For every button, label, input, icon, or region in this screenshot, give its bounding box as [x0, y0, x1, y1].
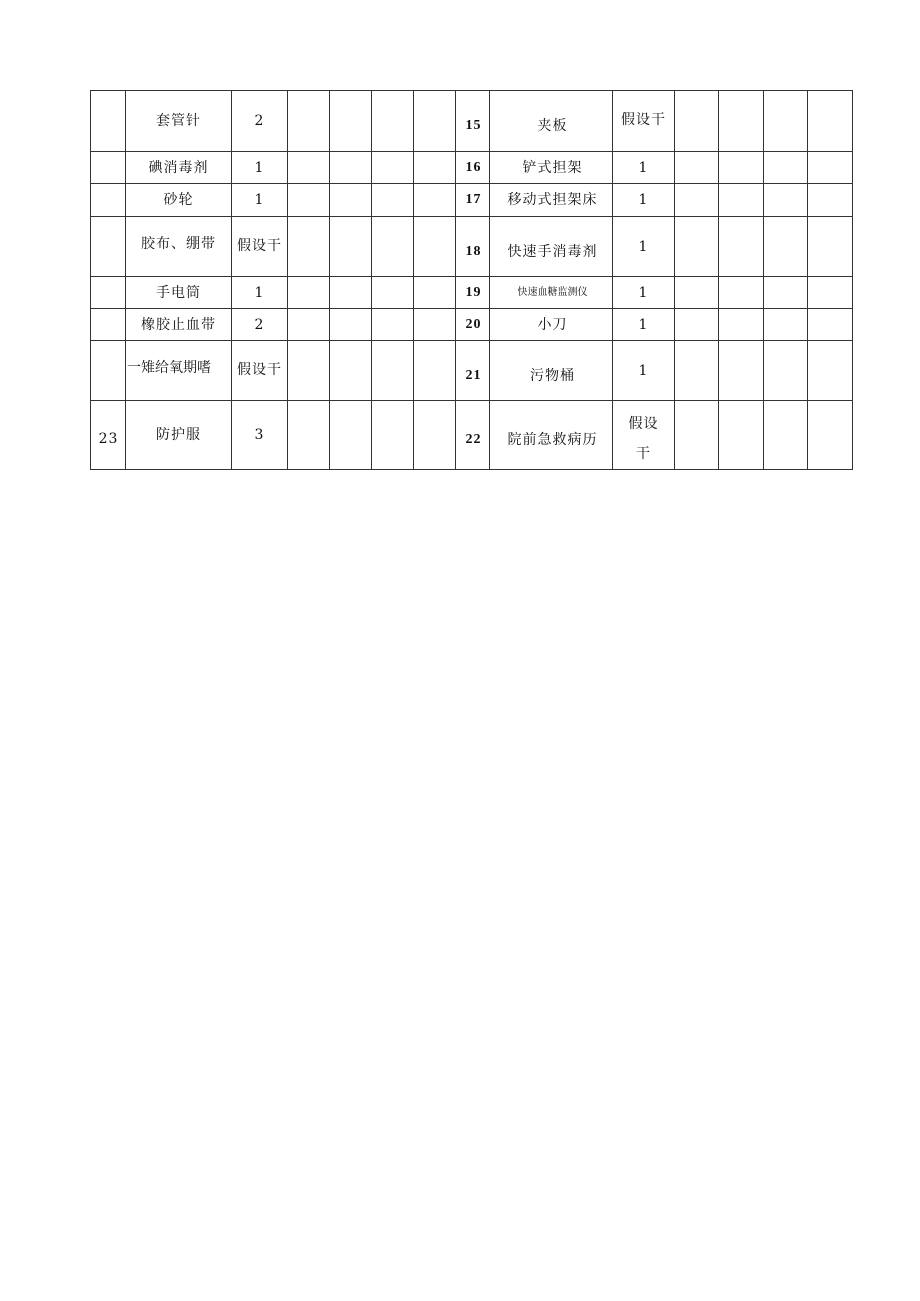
right-item-name: 快速手消毒剂: [490, 217, 613, 277]
right-item-quantity: 1: [613, 277, 675, 309]
right-item-name: 移动式担架床: [490, 184, 613, 217]
left-item-name: 橡胶止血带: [126, 309, 232, 341]
empty-cell: [808, 341, 853, 401]
right-item-quantity: 1: [613, 341, 675, 401]
empty-cell: [675, 401, 719, 470]
right-item-name: 快速血糖监测仪: [490, 277, 613, 309]
left-item-number: [91, 217, 126, 277]
empty-cell: [764, 341, 808, 401]
empty-cell: [372, 401, 414, 470]
empty-cell: [288, 152, 330, 184]
empty-cell: [764, 217, 808, 277]
empty-cell: [330, 309, 372, 341]
empty-cell: [414, 401, 456, 470]
right-item-quantity: 假设干: [613, 91, 675, 152]
left-item-quantity: 假设干: [232, 217, 288, 277]
table-row: [91, 401, 853, 470]
right-item-name: 污物桶: [490, 341, 613, 401]
right-item-number: 19: [456, 277, 490, 309]
empty-cell: [719, 309, 764, 341]
empty-cell: [372, 91, 414, 152]
left-item-name: 手电筒: [126, 277, 232, 309]
empty-cell: [764, 184, 808, 217]
left-item-name: 一雉给氧期嗜: [126, 341, 232, 401]
empty-cell: [808, 152, 853, 184]
left-item-number: [91, 309, 126, 341]
left-item-name: 砂轮: [126, 184, 232, 217]
left-item-number: [91, 91, 126, 152]
empty-cell: [675, 277, 719, 309]
empty-cell: [288, 309, 330, 341]
empty-cell: [719, 277, 764, 309]
right-item-number: 22: [456, 401, 490, 470]
table-row: [91, 309, 853, 341]
empty-cell: [675, 152, 719, 184]
empty-cell: [808, 309, 853, 341]
empty-cell: [414, 217, 456, 277]
right-item-number: 15: [456, 91, 490, 152]
empty-cell: [330, 401, 372, 470]
empty-cell: [330, 184, 372, 217]
empty-cell: [808, 91, 853, 152]
empty-cell: [288, 277, 330, 309]
empty-cell: [808, 184, 853, 217]
empty-cell: [719, 91, 764, 152]
empty-cell: [808, 217, 853, 277]
left-item-number: [91, 184, 126, 217]
left-item-number: [91, 277, 126, 309]
empty-cell: [330, 277, 372, 309]
empty-cell: [719, 401, 764, 470]
right-item-number: 18: [456, 217, 490, 277]
left-item-number: 23: [91, 401, 126, 470]
left-item-number: [91, 152, 126, 184]
right-item-quantity: 1: [613, 152, 675, 184]
left-item-quantity: 3: [232, 401, 288, 470]
right-item-name: 铲式担架: [490, 152, 613, 184]
empty-cell: [764, 401, 808, 470]
empty-cell: [414, 184, 456, 217]
table-row: [91, 341, 853, 401]
empty-cell: [764, 309, 808, 341]
left-item-name: 套管针: [126, 91, 232, 152]
quantity-line-2: 干: [636, 446, 651, 462]
left-item-quantity: 假设干: [232, 341, 288, 401]
empty-cell: [330, 341, 372, 401]
left-item-name: 胶布、绷带: [126, 217, 232, 277]
empty-cell: [808, 401, 853, 470]
left-item-quantity: 2: [232, 309, 288, 341]
empty-cell: [372, 341, 414, 401]
right-item-name: 夹板: [490, 91, 613, 152]
table-row: [91, 217, 853, 277]
empty-cell: [330, 217, 372, 277]
right-item-quantity: 1: [613, 184, 675, 217]
left-item-quantity: 1: [232, 152, 288, 184]
empty-cell: [372, 277, 414, 309]
right-item-number: 21: [456, 341, 490, 401]
right-item-quantity: 1: [613, 217, 675, 277]
empty-cell: [414, 341, 456, 401]
empty-cell: [675, 217, 719, 277]
empty-cell: [675, 91, 719, 152]
right-item-quantity: [613, 401, 675, 470]
table-row: [91, 152, 853, 184]
empty-cell: [719, 184, 764, 217]
empty-cell: [372, 217, 414, 277]
empty-cell: [414, 309, 456, 341]
empty-cell: [288, 184, 330, 217]
left-item-quantity: 2: [232, 91, 288, 152]
empty-cell: [288, 91, 330, 152]
empty-cell: [764, 91, 808, 152]
right-item-number: 16: [456, 152, 490, 184]
right-item-number: 17: [456, 184, 490, 217]
empty-cell: [330, 91, 372, 152]
left-item-quantity: 1: [232, 277, 288, 309]
left-item-name: 防护服: [126, 401, 232, 470]
empty-cell: [675, 309, 719, 341]
empty-cell: [330, 152, 372, 184]
empty-cell: [764, 152, 808, 184]
left-item-name: 碘消毒剂: [126, 152, 232, 184]
empty-cell: [719, 217, 764, 277]
empty-cell: [288, 217, 330, 277]
empty-cell: [719, 341, 764, 401]
empty-cell: [675, 341, 719, 401]
table-row: [91, 277, 853, 309]
empty-cell: [675, 184, 719, 217]
empty-cell: [414, 91, 456, 152]
right-item-quantity: 1: [613, 309, 675, 341]
right-item-number: 20: [456, 309, 490, 341]
right-item-name: 院前急救病历: [490, 401, 613, 470]
quantity-line-1: 假设: [628, 416, 659, 432]
empty-cell: [372, 152, 414, 184]
empty-cell: [414, 277, 456, 309]
left-item-quantity: 1: [232, 184, 288, 217]
equipment-table: [90, 90, 853, 470]
table-row: [91, 184, 853, 217]
empty-cell: [288, 401, 330, 470]
table-row: [91, 91, 853, 152]
empty-cell: [414, 152, 456, 184]
empty-cell: [372, 184, 414, 217]
empty-cell: [372, 309, 414, 341]
left-item-number: [91, 341, 126, 401]
empty-cell: [764, 277, 808, 309]
right-item-name: 小刀: [490, 309, 613, 341]
empty-cell: [808, 277, 853, 309]
empty-cell: [719, 152, 764, 184]
empty-cell: [288, 341, 330, 401]
